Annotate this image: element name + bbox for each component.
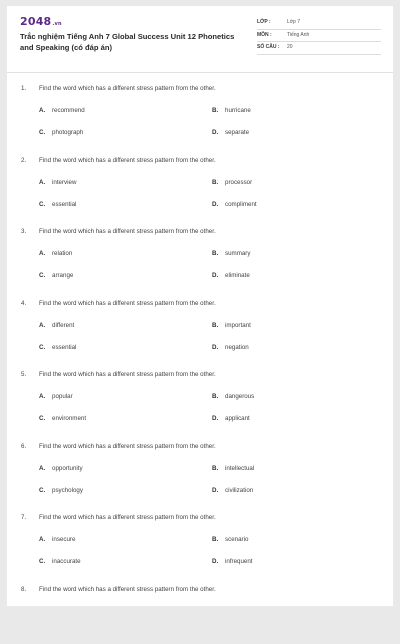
option-text: essential	[52, 344, 76, 351]
question-item	[7, 144, 393, 216]
option-text: insecure	[52, 536, 75, 543]
option-text: processor	[225, 179, 252, 186]
meta-info	[257, 17, 381, 55]
option-text: negation	[225, 344, 249, 351]
answer-option[interactable]	[39, 558, 81, 565]
question-prompt	[21, 228, 216, 235]
question-text: Find the word which has a different stress pattern from the other.	[39, 371, 216, 378]
page-title: Trắc nghiệm Tiếng Anh 7 Global Success Unit 12 Phonetics and Speaking (có đáp án)	[20, 32, 235, 53]
answer-option[interactable]	[212, 344, 249, 351]
answer-option[interactable]	[212, 201, 257, 208]
option-text: intellectual	[225, 465, 254, 472]
option-letter: B.	[212, 179, 225, 186]
answer-option[interactable]	[212, 536, 248, 543]
question-prompt	[21, 157, 216, 164]
option-text: inaccurate	[52, 558, 81, 565]
question-prompt	[21, 85, 216, 92]
answer-option[interactable]	[212, 393, 254, 400]
question-item	[7, 215, 393, 287]
answer-option[interactable]	[212, 415, 250, 422]
option-letter: B.	[212, 536, 225, 543]
question-item	[7, 287, 393, 359]
question-prompt	[21, 443, 216, 450]
question-list	[7, 72, 393, 644]
option-text: relation	[52, 250, 72, 257]
meta-value: Lớp 7	[287, 17, 300, 28]
answer-option[interactable]	[39, 107, 85, 114]
option-letter: A.	[39, 536, 52, 543]
answer-option[interactable]	[212, 487, 253, 494]
meta-label: SỐ CÂU :	[257, 42, 280, 53]
option-text: interview	[52, 179, 76, 186]
option-text: infrequent	[225, 558, 253, 565]
option-text: arrange	[52, 272, 73, 279]
option-letter: D.	[212, 344, 225, 351]
answer-option[interactable]	[39, 129, 83, 136]
question-text: Find the word which has a different stress pattern from the other.	[39, 443, 216, 450]
answer-option[interactable]	[39, 344, 76, 351]
question-text: Find the word which has a different stress pattern from the other.	[39, 85, 216, 92]
question-number: 2.	[21, 157, 39, 164]
question-number: 3.	[21, 228, 39, 235]
worksheet	[7, 6, 393, 606]
answer-option[interactable]	[212, 272, 250, 279]
option-text: popular	[52, 393, 73, 400]
question-item	[7, 358, 393, 430]
option-text: psychology	[52, 487, 83, 494]
option-text: dangerous	[225, 393, 254, 400]
answer-option[interactable]	[39, 272, 73, 279]
answer-option[interactable]	[212, 129, 249, 136]
option-text: hurricane	[225, 107, 251, 114]
option-letter: B.	[212, 250, 225, 257]
option-letter: C.	[39, 129, 52, 136]
meta-value: 20	[287, 42, 293, 53]
option-text: different	[52, 322, 74, 329]
question-number: 8.	[21, 586, 39, 593]
option-text: scenario	[225, 536, 248, 543]
answer-option[interactable]	[39, 250, 72, 257]
meta-class	[257, 17, 381, 30]
option-text: photograph	[52, 129, 83, 136]
answer-option[interactable]	[212, 465, 254, 472]
meta-label: MÔN :	[257, 30, 272, 41]
option-letter: A.	[39, 107, 52, 114]
option-text: separate	[225, 129, 249, 136]
option-text: essential	[52, 201, 76, 208]
option-text: summary	[225, 250, 250, 257]
option-letter: A.	[39, 179, 52, 186]
option-letter: C.	[39, 201, 52, 208]
option-letter: D.	[212, 272, 225, 279]
option-text: civilization	[225, 487, 253, 494]
answer-option[interactable]	[39, 415, 86, 422]
option-letter: A.	[39, 465, 52, 472]
question-text: Find the word which has a different stress pattern from the other.	[39, 514, 216, 521]
answer-option[interactable]	[212, 250, 250, 257]
option-text: compliment	[225, 201, 257, 208]
option-letter: A.	[39, 322, 52, 329]
answer-option[interactable]	[212, 179, 252, 186]
question-number: 5.	[21, 371, 39, 378]
answer-option[interactable]	[39, 201, 76, 208]
question-number: 1.	[21, 85, 39, 92]
worksheet-header	[7, 6, 393, 70]
question-item	[7, 430, 393, 502]
answer-option[interactable]	[39, 536, 75, 543]
question-number: 4.	[21, 300, 39, 307]
question-text: Find the word which has a different stress pattern from the other.	[39, 228, 216, 235]
option-letter: B.	[212, 465, 225, 472]
question-text: Find the word which has a different stress pattern from the other.	[39, 586, 216, 593]
option-text: environment	[52, 415, 86, 422]
question-item	[7, 72, 393, 144]
question-prompt	[21, 371, 216, 378]
option-letter: C.	[39, 558, 52, 565]
question-prompt	[21, 514, 216, 521]
option-letter: D.	[212, 201, 225, 208]
option-letter: B.	[212, 322, 225, 329]
meta-subject	[257, 30, 381, 43]
question-number: 7.	[21, 514, 39, 521]
option-letter: B.	[212, 107, 225, 114]
option-text: important	[225, 322, 251, 329]
option-letter: A.	[39, 250, 52, 257]
option-letter: D.	[212, 487, 225, 494]
question-text: Find the word which has a different stress pattern from the other.	[39, 300, 216, 307]
option-letter: C.	[39, 272, 52, 279]
question-number: 6.	[21, 443, 39, 450]
option-letter: D.	[212, 558, 225, 565]
meta-label: LỚP :	[257, 17, 271, 28]
question-text: Find the word which has a different stress pattern from the other.	[39, 157, 216, 164]
option-letter: C.	[39, 415, 52, 422]
meta-question-count	[257, 42, 381, 55]
option-text: opportunity	[52, 465, 83, 472]
answer-option[interactable]	[39, 393, 73, 400]
site-logo[interactable]: 2048.vn	[20, 15, 62, 28]
question-prompt	[21, 300, 216, 307]
option-letter: D.	[212, 129, 225, 136]
answer-option[interactable]	[39, 487, 83, 494]
answer-option[interactable]	[39, 179, 76, 186]
answer-option[interactable]	[212, 322, 251, 329]
option-letter: B.	[212, 393, 225, 400]
meta-value: Tiếng Anh	[287, 30, 309, 41]
question-item	[7, 573, 393, 644]
answer-option[interactable]	[39, 465, 83, 472]
answer-option[interactable]	[212, 107, 251, 114]
option-letter: D.	[212, 415, 225, 422]
question-item	[7, 501, 393, 573]
option-text: recommend	[52, 107, 85, 114]
question-prompt	[21, 586, 216, 593]
option-letter: A.	[39, 393, 52, 400]
option-letter: C.	[39, 344, 52, 351]
option-text: applicant	[225, 415, 250, 422]
option-text: eliminate	[225, 272, 250, 279]
option-letter: C.	[39, 487, 52, 494]
answer-option[interactable]	[39, 322, 74, 329]
answer-option[interactable]	[212, 558, 253, 565]
